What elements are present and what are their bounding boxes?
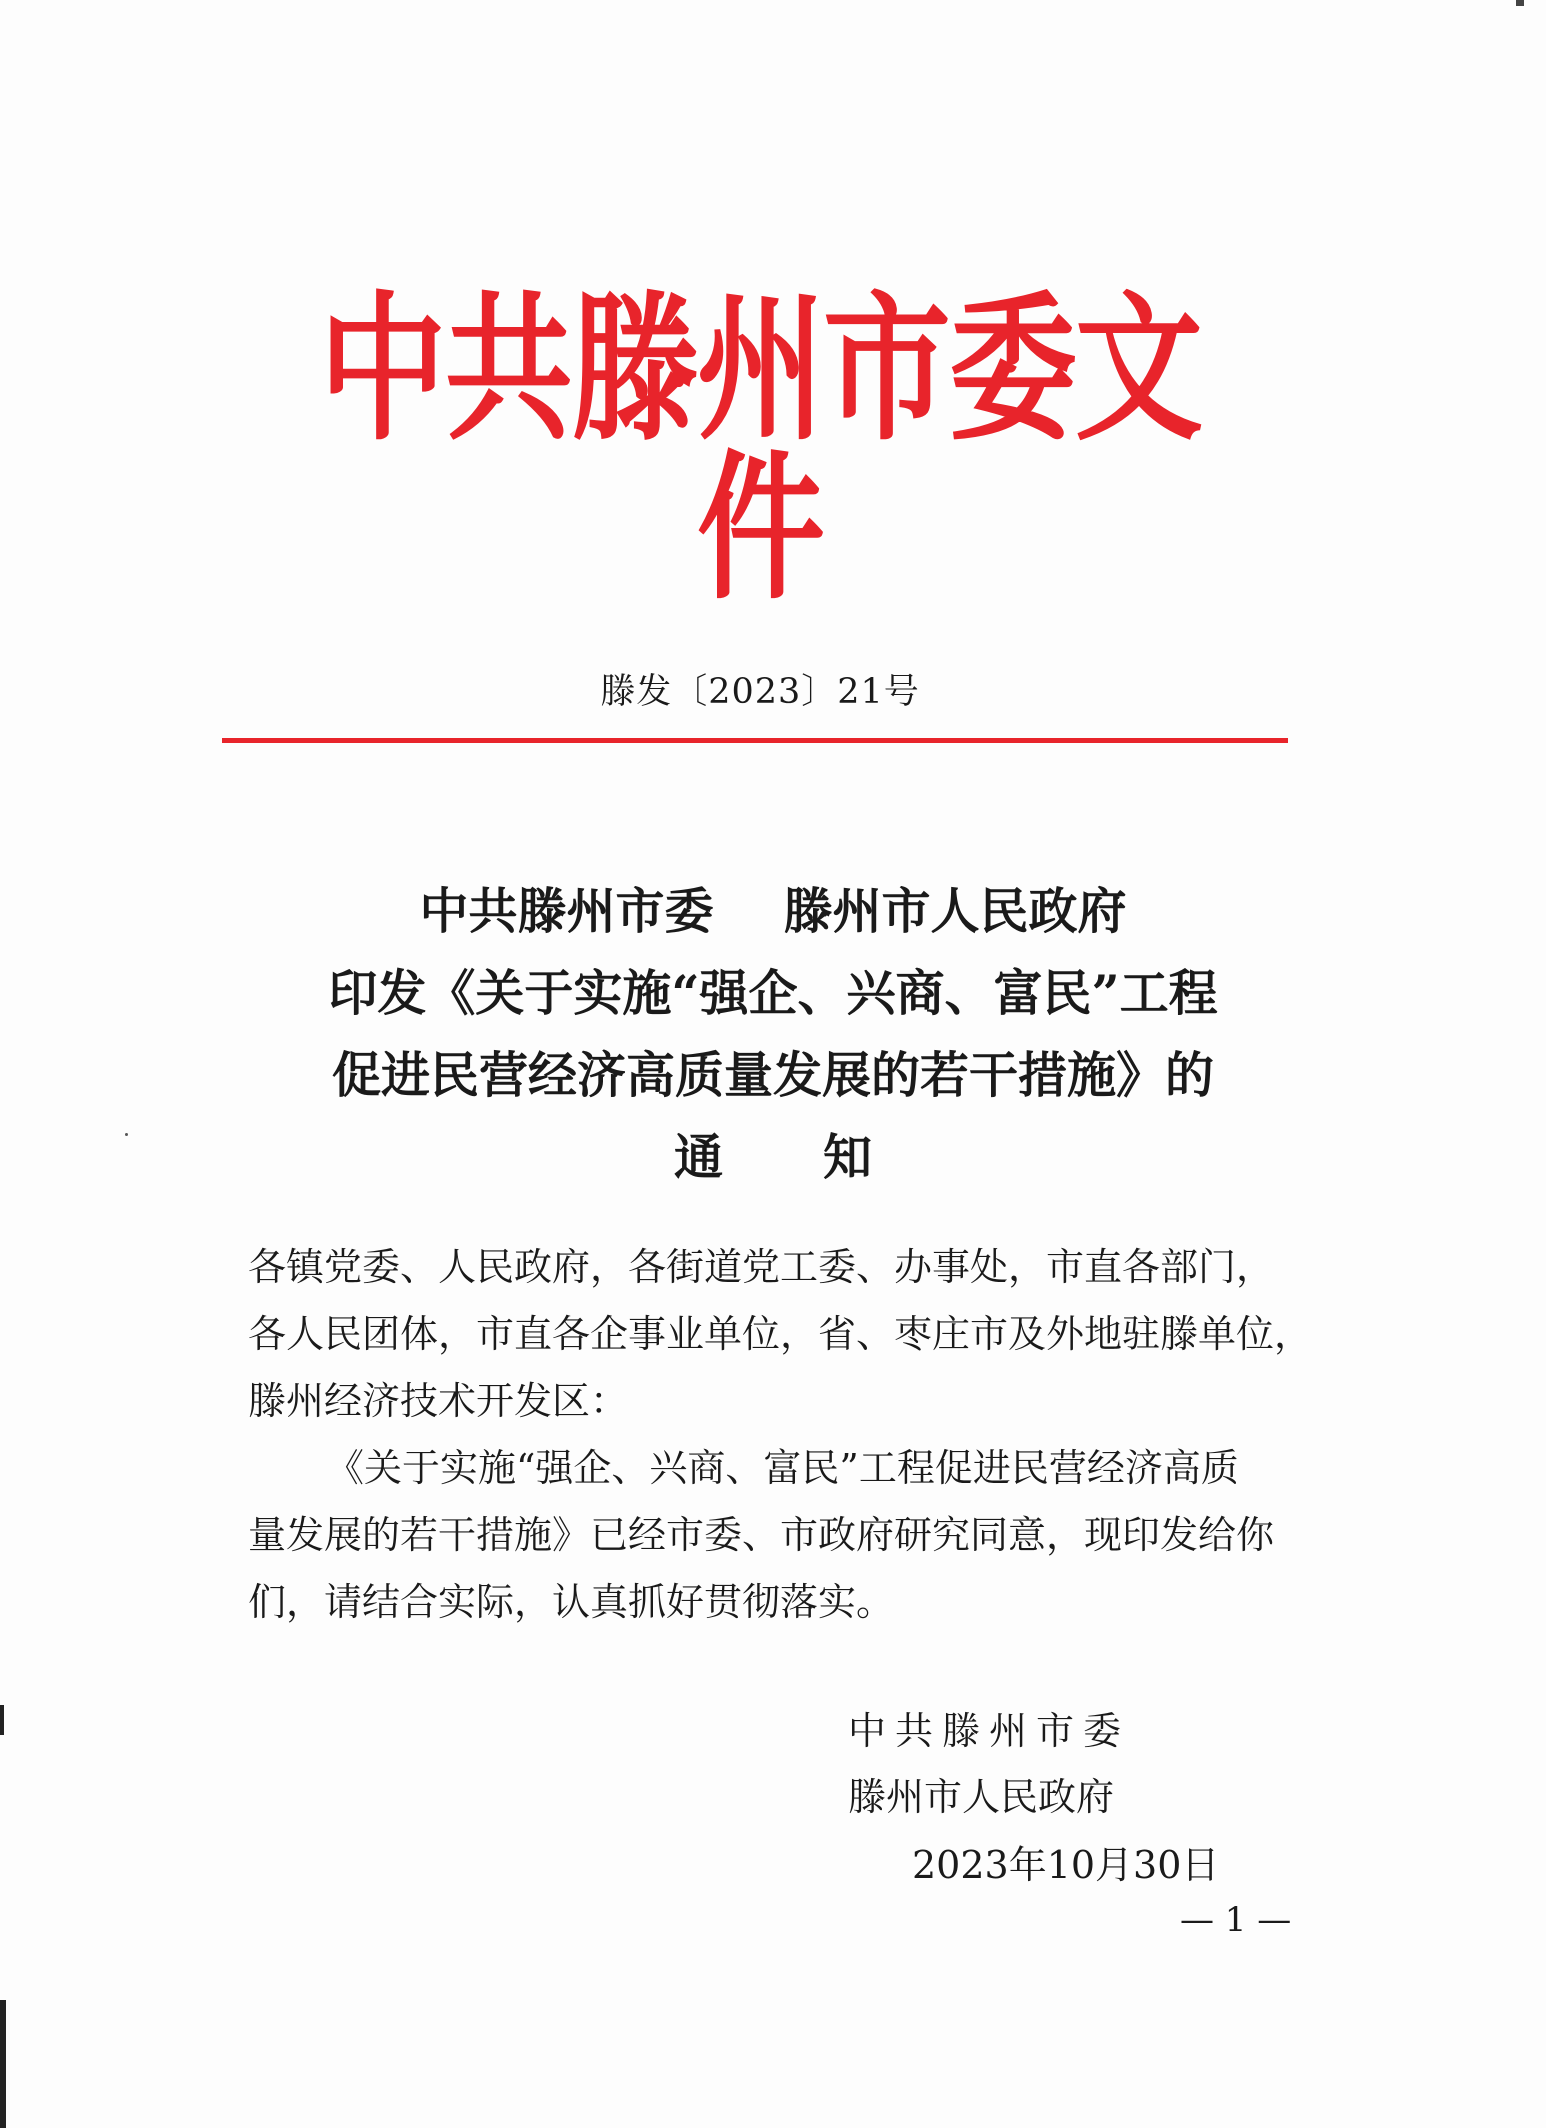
recipients-line: 各镇党委、人民政府，各街道党工委、办事处，市直各部门， [248,1245,1275,1289]
recipients-line: 滕州经济技术开发区： [248,1379,629,1423]
notice-title [200,870,1346,1198]
page-number: — 1 — [1180,1900,1292,1940]
document-header-title: 中共滕州市委文件 [319,276,1201,622]
signature-org-1: 中共滕州市委 [848,1709,1131,1753]
scan-corner-mark [1516,0,1524,6]
title-line-2: 印发《关于实施“强企、兴商、富民”工程 [328,964,1218,1022]
signature-date: 2023年10月30日 [912,1843,1220,1887]
title-issuers [200,870,1346,952]
signature-block [848,1698,1130,1830]
title-issuer-2: 滕州市人民政府 [783,882,1127,940]
paragraph-line: 们，请结合实际，认真抓好贯彻落实。 [248,1580,895,1624]
title-line-3: 促进民营经济高质量发展的若干措施》的 [331,1046,1214,1104]
title-line-4: 通知 [673,1128,972,1186]
scan-edge-mark [0,2000,6,2128]
scan-speck [125,1133,128,1136]
scan-edge-mark [0,1705,4,1735]
notice-body [248,1234,1313,1636]
title-issuer-1: 中共滕州市委 [419,882,714,940]
paragraph-line: 《关于实施“强企、兴商、富民”工程促进民营经济高质 [326,1446,1239,1490]
signature-org-2: 滕州市人民政府 [848,1775,1115,1819]
recipients-line: 各人民团体，市直各企事业单位，省、枣庄市及外地驻滕单位， [248,1312,1313,1356]
red-divider-line [222,738,1288,743]
document-number: 滕发〔2023〕21号 [600,672,920,712]
paragraph-line: 量发展的若干措施》已经市委、市政府研究同意，现印发给你 [248,1513,1275,1557]
